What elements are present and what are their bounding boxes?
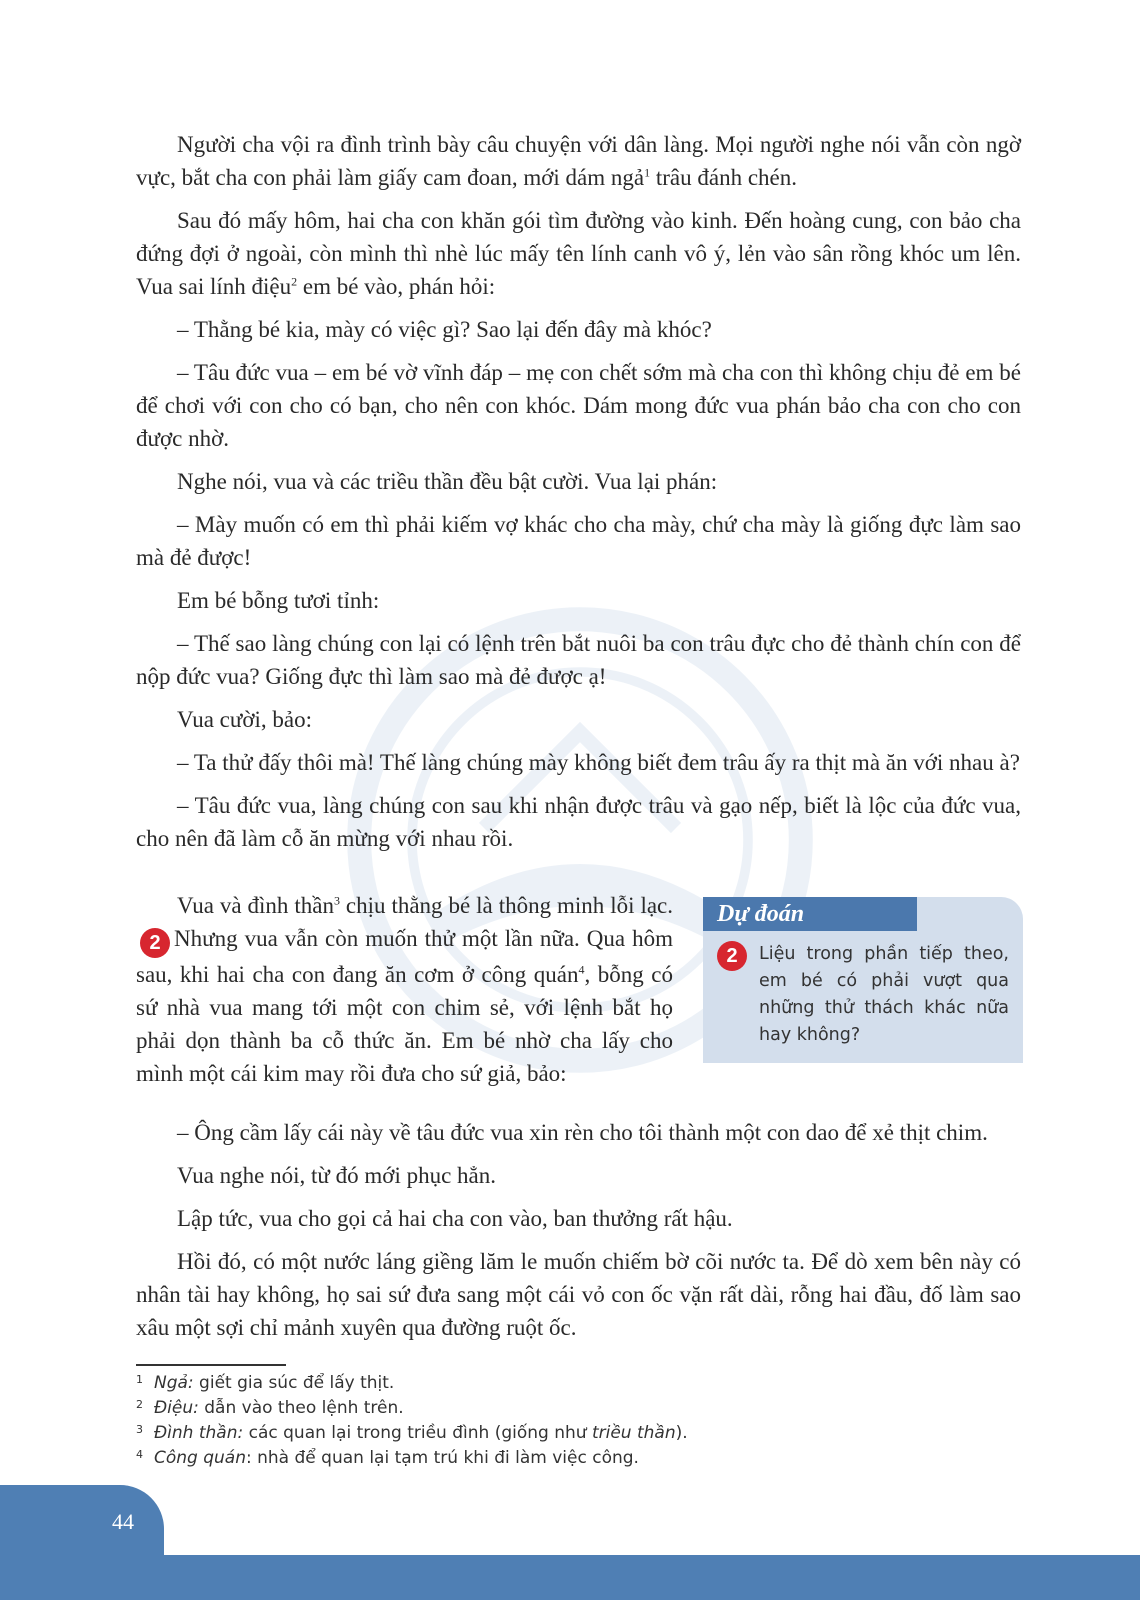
paragraph: – Thằng bé kia, mày có việc gì? Sao lại đến đây mà khóc?	[177, 317, 712, 342]
paragraph: Em bé bỗng tươi tỉnh:	[177, 588, 380, 613]
paragraph: – Ta thử đấy thôi mà! Thế làng chúng mày không biết đem trâu ấy ra thịt mà ăn với nhau à?	[177, 750, 1020, 775]
paragraph: Vua và đình thần$^3$ chịu thằng bé là thông minh lỗi lạc.2 Nhưng vua vẫn còn muốn thử một lần nữa. Qua hôm sau, khi hai cha con đang ăn cơm ở công quán$^4$, bỗng có sứ nhà vua mang tới một con chim sẻ, với lệnh bắt họ phải dọn thành ba cỗ thức ăn. Em bé nhờ cha lấy cho mình một cái kim may rồi đưa cho sứ giả, bảo:	[136, 893, 674, 1086]
paragraph: – Mày muốn có em thì phải kiếm vợ khác cho cha mày, chứ cha mày là giống đực làm sao mà đẻ được!	[136, 512, 1021, 570]
paragraph: Vua cười, bảo:	[177, 707, 313, 732]
prediction-question: Liệu trong phần tiếp theo, em bé có phải vượt qua những thử thách khác nữa hay không?	[759, 944, 1009, 1045]
footnote-divider	[136, 1364, 286, 1366]
footnote: 3 Đình thần: các quan lại trong triều đình (giống như triều thần).	[136, 1423, 688, 1443]
paragraph: Người cha vội ra đình trình bày câu chuyện với dân làng. Mọi người nghe nói vẫn còn ngờ vực, bắt cha con phải làm giấy cam đoan, mới dám ngả$^1$ trâu đánh chén.	[136, 132, 1021, 190]
page-tab	[0, 1485, 164, 1600]
paragraph: – Tâu đức vua – em bé vờ vĩnh đáp – mẹ con chết sớm mà cha con thì không chịu đẻ em bé để chơi với con cho có bạn, cho nên con khóc. Dám mong đức vua phán bảo cha con cho con được nhờ.	[136, 360, 1021, 451]
footnote: 1 Ngả: giết gia súc để lấy thịt.	[136, 1373, 395, 1393]
paragraph: Lập tức, vua cho gọi cả hai cha con vào, ban thưởng rất hậu.	[177, 1206, 733, 1231]
question-number-icon: 2	[717, 941, 747, 971]
paragraph: – Ông cầm lấy cái này về tâu đức vua xin rèn cho tôi thành một con dao để xẻ thịt chim.	[177, 1120, 988, 1145]
prediction-box	[703, 897, 1023, 1063]
story-text-bottom	[136, 1116, 1021, 1354]
paragraph: Nghe nói, vua và các triều thần đều bật cười. Vua lại phán:	[177, 469, 718, 494]
paragraph: Hồi đó, có một nước láng giềng lăm le muốn chiếm bờ cõi nước ta. Để dò xem bên này có nhân tài hay không, họ sai sứ đưa sang một cái vỏ con ốc vặn rất dài, rỗng hai đầu, đố làm sao xâu một sợi chỉ mảnh xuyên qua đường ruột ốc.	[136, 1249, 1021, 1340]
footnotes	[136, 1371, 1021, 1471]
page-number: 44	[112, 1509, 134, 1534]
paragraph: – Tâu đức vua, làng chúng con sau khi nhận được trâu và gạo nếp, biết là lộc của đức vua, cho nên đã làm cỗ ăn mừng với nhau rồi.	[136, 793, 1021, 851]
paragraph: Sau đó mấy hôm, hai cha con khăn gói tìm đường vào kinh. Đến hoàng cung, con bảo cha đứng đợi ở ngoài, còn mình thì nhè lúc mấy tên lính canh vô ý, lẻn vào sân rồng khóc um lên. Vua sai lính điệu$^2$ em bé vào, phán hỏi:	[136, 208, 1021, 299]
footnote: 2 Điệu: dẫn vào theo lệnh trên.	[136, 1398, 404, 1418]
prediction-title: Dự đoán	[703, 897, 917, 931]
footer-bar	[0, 1555, 1140, 1600]
paragraph: Vua nghe nói, từ đó mới phục hẳn.	[177, 1163, 497, 1188]
paragraph: – Thế sao làng chúng con lại có lệnh trên bắt nuôi ba con trâu đực cho đẻ thành chín con để nộp đức vua? Giống đực thì làm sao mà đẻ được ạ!	[136, 631, 1021, 689]
footnote: 4 Công quán: nhà để quan lại tạm trú khi đi làm việc công.	[136, 1448, 639, 1468]
story-text-wrapped	[136, 889, 673, 1090]
story-text-top	[136, 128, 1021, 865]
question-marker-icon: 2	[140, 928, 170, 958]
